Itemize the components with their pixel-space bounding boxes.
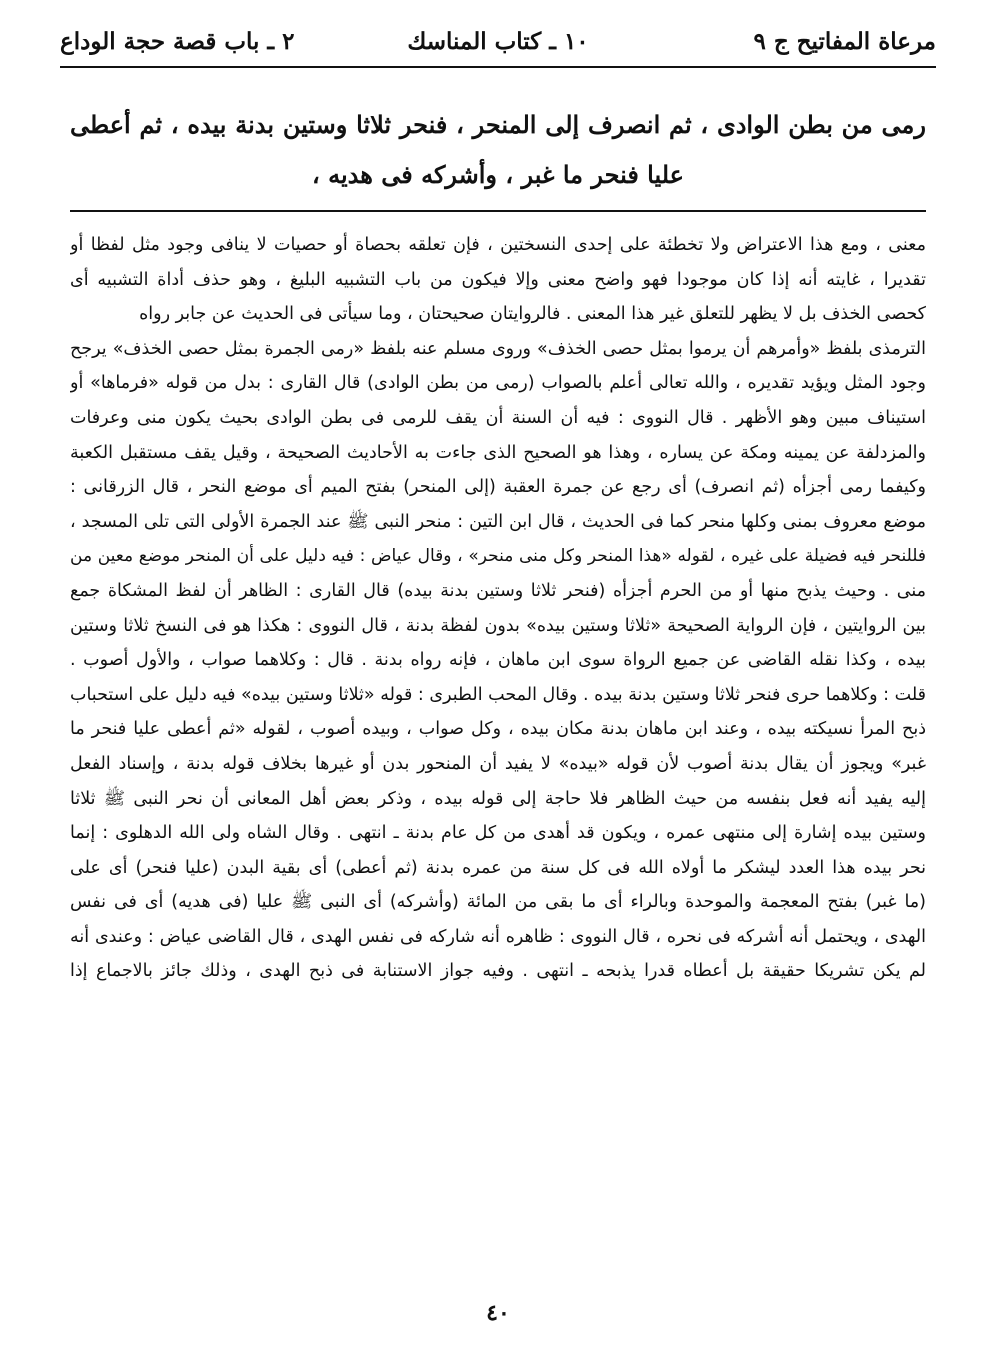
page-number: ٤٠ <box>486 1300 510 1326</box>
commentary-line: قلت : وكلاهما حرى فنحر ثلاثا وستين بدنة بيده . وقال المحب الطبرى : قوله «ثلاثا وستين بيده» فيه دليل على استحباب <box>70 684 926 705</box>
commentary-line: كحصى الخذف بل لا يظهر للتعلق غير هذا المعنى . فالروايتان صحيحتان ، وما سيأتى فى الحديث عن جابر رواه <box>139 304 926 325</box>
commentary-line: لم يكن تشريكا حقيقة بل أعطاه قدرا يذبحه ـ انتهى . وفيه جواز الاستنابة فى ذبح الهدى ، وذلك جائز بالاجماع إذا <box>70 961 926 982</box>
commentary-line: وستين بيده إشارة إلى منتهى عمره ، ويكون قد أهدى من كل عام بدنة ـ انتهى . وقال الشاه ولى الله الدهلوى : إنما <box>70 823 926 844</box>
commentary-line: نحر بيده هذا العدد ليشكر ما أولاه الله فى كل سنة من عمره بدنة (ثم أعطى) أى بقية البدن (عليا فنحر) أى على <box>70 857 926 878</box>
running-header <box>60 22 936 62</box>
commentary-line: بيده ، وكذا نقله القاضى عن جميع الرواة سوى ابن ماهان ، فإنه رواه بدنة . قال : وكلاهما صواب ، والأول أصوب . <box>70 650 926 671</box>
commentary-line: وكيفما رمى أجزأه (ثم انصرف) أى رجع عن جمرة العقبة (إلى المنحر) بفتح الميم أى موضع النحر ، قال الزرقانى : <box>70 477 926 498</box>
commentary-body <box>70 228 926 989</box>
commentary-line: تقديرا ، غايته أنه إذا كان موجودا فهو واضح معنى وإلا فيكون من باب التشبيه البليغ ، وهو حذف أداة التشبيه أى <box>70 269 926 290</box>
commentary-line: منى . وحيث يذبح منها أو من الحرم أجزأه (فنحر ثلاثا وستين بدنة بيده) قال القارى : الظاهر أن لفظ المشكاة جمع <box>70 580 926 601</box>
commentary-line: استيناف مبين وهو الأظهر . قال النووى : فيه أن السنة أن يقف للرمى فى بطن الوادى بحيث يكون منى وعرفات <box>70 407 926 428</box>
commentary-line: (ما غبر) بفتح المعجمة والموحدة وبالراء أى ما بقى من المائة (وأشركه) أى النبى ﷺ عليا (فى هديه) أى فى نفس <box>70 892 926 913</box>
header-section: ٢ ـ باب قصة حجة الوداع <box>60 28 295 55</box>
commentary-line: معنى ، ومع هذا الاعتراض ولا تخطئة على إحدى النسختين ، فإن تعلقه بحصاة أو حصيات لا ينافى وجود مثل لفظا أو <box>70 235 926 255</box>
commentary-line: بين الروايتين ، فإن الرواية الصحيحة «ثلاثا وستين بيده» بدون لفظة بدنة ، قال النووى : هكذا هو فى النسخ ثلاثا وستين <box>70 615 926 636</box>
commentary-line: غبر» ويجوز أن يقال بدنة أصوب لأن قوله «بيده» لا يفيد أن المنحور بدن أو غيرها بخلاف قوله بدنة ، وإسناد الفعل <box>70 753 926 774</box>
header-divider <box>60 66 936 68</box>
header-book-volume: مرعاة المفاتيح ج ٩ <box>753 28 936 55</box>
header-chapter: ١٠ ـ كتاب المناسك <box>407 28 589 55</box>
commentary-line: الترمذى بلفظ «وأمرهم أن يرموا بمثل حصى الخذف» وروى مسلم عنه بلفظ «رمى الجمرة بمثل حصى الخذف» يرجح <box>70 338 926 359</box>
commentary-line: موضع معروف بمنى وكلها منحر كما فى الحديث ، قال ابن التين : منحر النبى ﷺ عند الجمرة الأولى التى تلى المسجد ، <box>70 511 926 532</box>
commentary-line: والمزدلفة عن يمينه ومكة عن يساره ، وهذا هو الصحيح الذى جاءت به الأحاديث الصحيحة ، وقيل يقف مستقبل الكعبة <box>70 442 926 463</box>
text-commentary-divider <box>70 210 926 212</box>
commentary-line: إليه يفيد أنه فعل بنفسه من حيث الظاهر فلا حاجة إلى قوله بيده ، وذكر بعض أهل المعانى أن نحر النبى ﷺ ثلاثا <box>70 788 926 809</box>
commentary-line: فللنحر فيه فضيلة على غيره ، لقوله «هذا المنحر وكل منى منحر» ، وقال عياض : فيه دليل على أن المنحر موضع معين من <box>70 546 926 567</box>
commentary-line: وجود المثل ويؤيد تقديره ، والله تعالى أعلم بالصواب (رمى من بطن الوادى) قال القارى : بدل من قوله «فرماها» أو <box>70 373 926 394</box>
commentary-line: الهدى ، ويحتمل أنه أشركه فى نحره ، قال النووى : ظاهره أنه شاركه فى نفس الهدى ، قال القاضى عياض : وعندى أنه <box>70 926 926 947</box>
commentary-line: ذبح المرأ نسيكته بيده ، وعند ابن ماهان بدنة مكان بيده ، وكل صواب ، وبيده أصوب ، لقوله «ثم أعطى عليا فنحر ما <box>70 719 926 740</box>
hadith-text: رمى من بطن الوادى ، ثم انصرف إلى المنحر ، فنحر ثلاثا وستين بدنة بيده ، ثم أعطى عليا فنحر ما غبر ، وأشركه فى هديه ، <box>70 110 926 189</box>
